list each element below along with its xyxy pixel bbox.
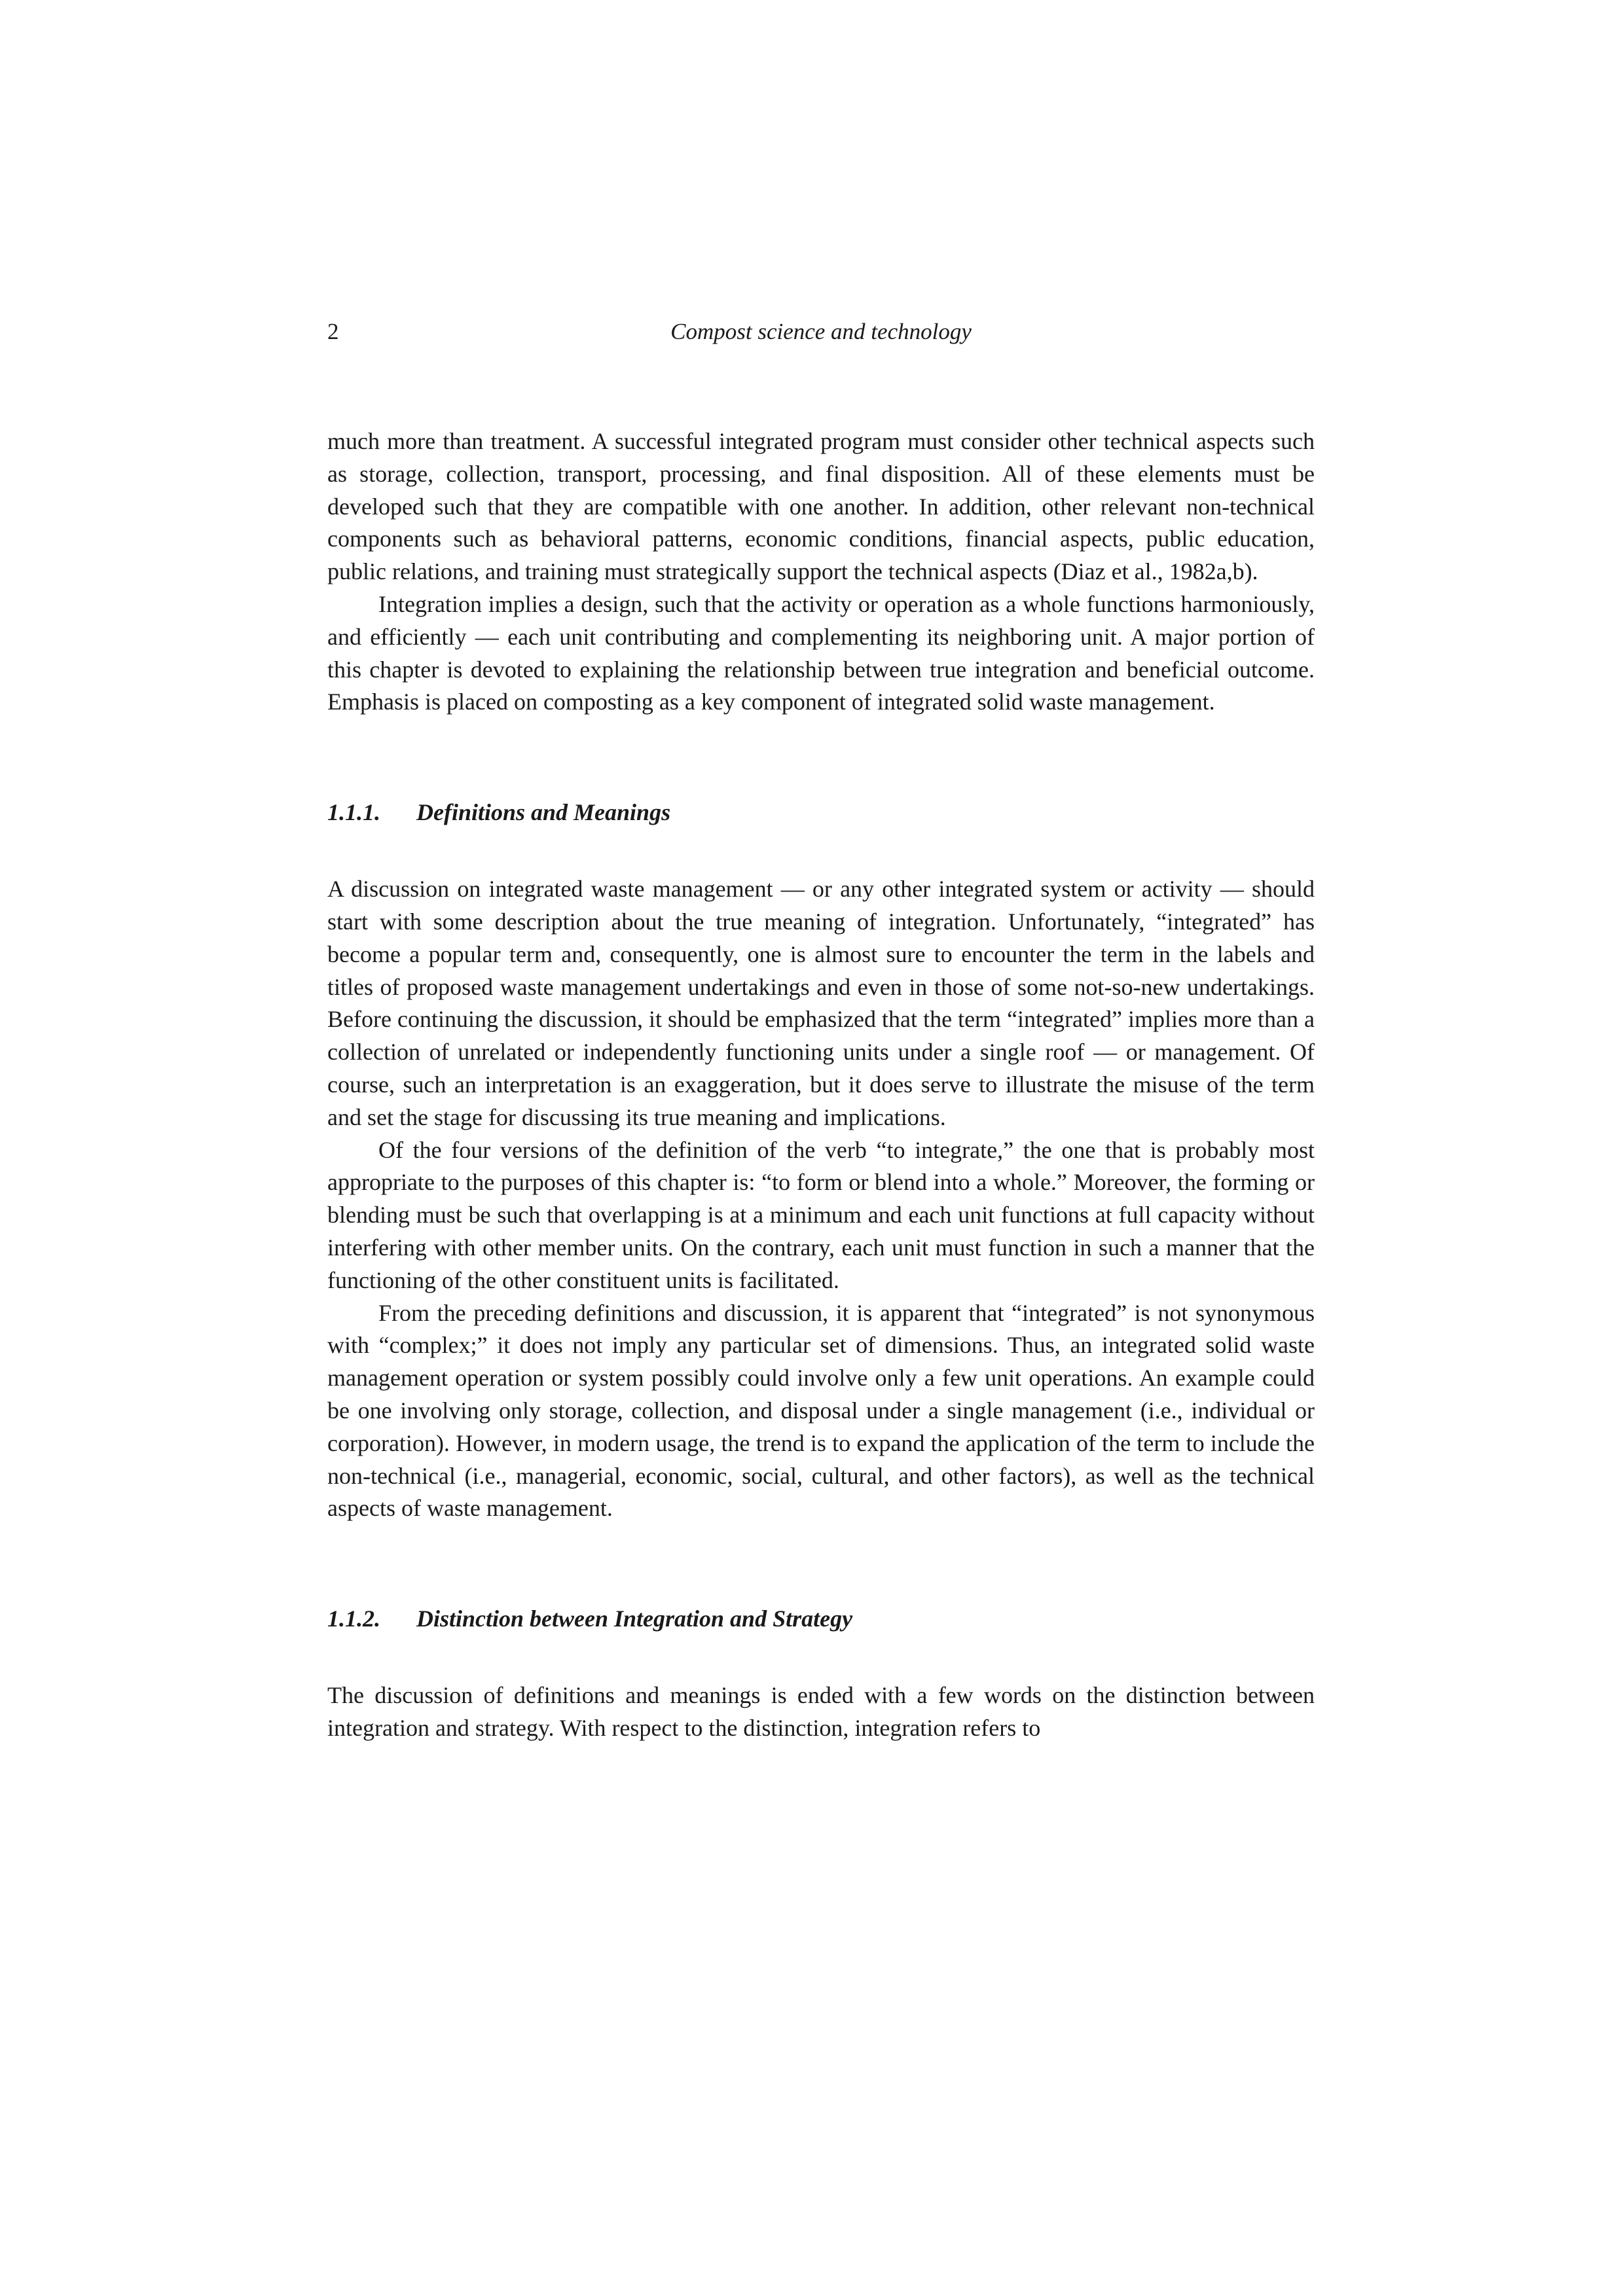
paragraph: much more than treatment. A successful integrated program must consider other technical aspects such as storage, collection, transport, processing, and final disposition. All of these elements must be developed such that they are compatible with one another. In addition, other relevant non-technical components such as behavioral patterns, economic conditions, financial aspects, public education, public relations, and training must strategically support the technical aspects (Diaz et al., 1982a,b). [327, 428, 1315, 585]
body-text [327, 425, 1315, 1745]
paragraph: Of the four versions of the definition of the verb “to integrate,” the one that is probably most appropriate to the purposes of this chapter is: “to form or blend into a whole.” Moreover, the forming or blending must be such that overlapping is at a minimum and each unit functions at full capacity without interfering with other member units. On the contrary, each unit must function in such a manner that the functioning of the other constituent units is facilitated. [327, 1136, 1315, 1293]
section-heading-1-1-1 [327, 796, 1315, 829]
section-number: 1.1.1. [327, 799, 380, 826]
section-heading-1-1-2 [327, 1602, 1315, 1635]
paragraph: The discussion of definitions and meanings is ended with a few words on the distinction between integration and strategy. With respect to the distinction, integration refers to [327, 1682, 1315, 1741]
page-number: 2 [327, 319, 339, 344]
book-page [327, 315, 1315, 1745]
section-title: Distinction between Integration and Strategy [416, 1605, 853, 1632]
running-head [327, 315, 1315, 348]
paragraph: From the preceding definitions and discussion, it is apparent that “integrated” is not synonymous with “complex;” it does not imply any particular set of dimensions. Thus, an integrated solid waste management operation or system possibly could involve only a few unit operations. An example could be one involving only storage, collection, and disposal under a single management (i.e., individual or corporation). However, in modern usage, the trend is to expand the application of the term to include the non-technical (i.e., managerial, economic, social, cultural, and other factors), as well as the technical aspects of waste management. [327, 1299, 1315, 1522]
section-title: Definitions and Meanings [416, 799, 671, 826]
paragraph: Integration implies a design, such that the activity or operation as a whole functions harmoniously, and efficiently — each unit contributing and complementing its neighboring unit. A major portion of this chapter is devoted to explaining the relationship between true integration and beneficial outcome. Emphasis is placed on composting as a key component of integrated solid waste management. [327, 590, 1315, 715]
paragraph: A discussion on integrated waste management — or any other integrated system or activity — should start with some description about the true meaning of integration. Unfortunately, “integrated” has become a popular term and, consequently, one is almost sure to encounter the term in the labels and titles of proposed waste management undertakings and even in those of some not-so-new undertakings. Before continuing the discussion, it should be emphasized that the term “integrated” implies more than a collection of unrelated or independently functioning units under a single roof — or management. Of course, such an interpretation is an exaggeration, but it does serve to illustrate the misuse of the term and set the stage for discussing its true meaning and implications. [327, 876, 1315, 1130]
running-title: Compost science and technology [670, 319, 972, 344]
section-number: 1.1.2. [327, 1605, 380, 1632]
